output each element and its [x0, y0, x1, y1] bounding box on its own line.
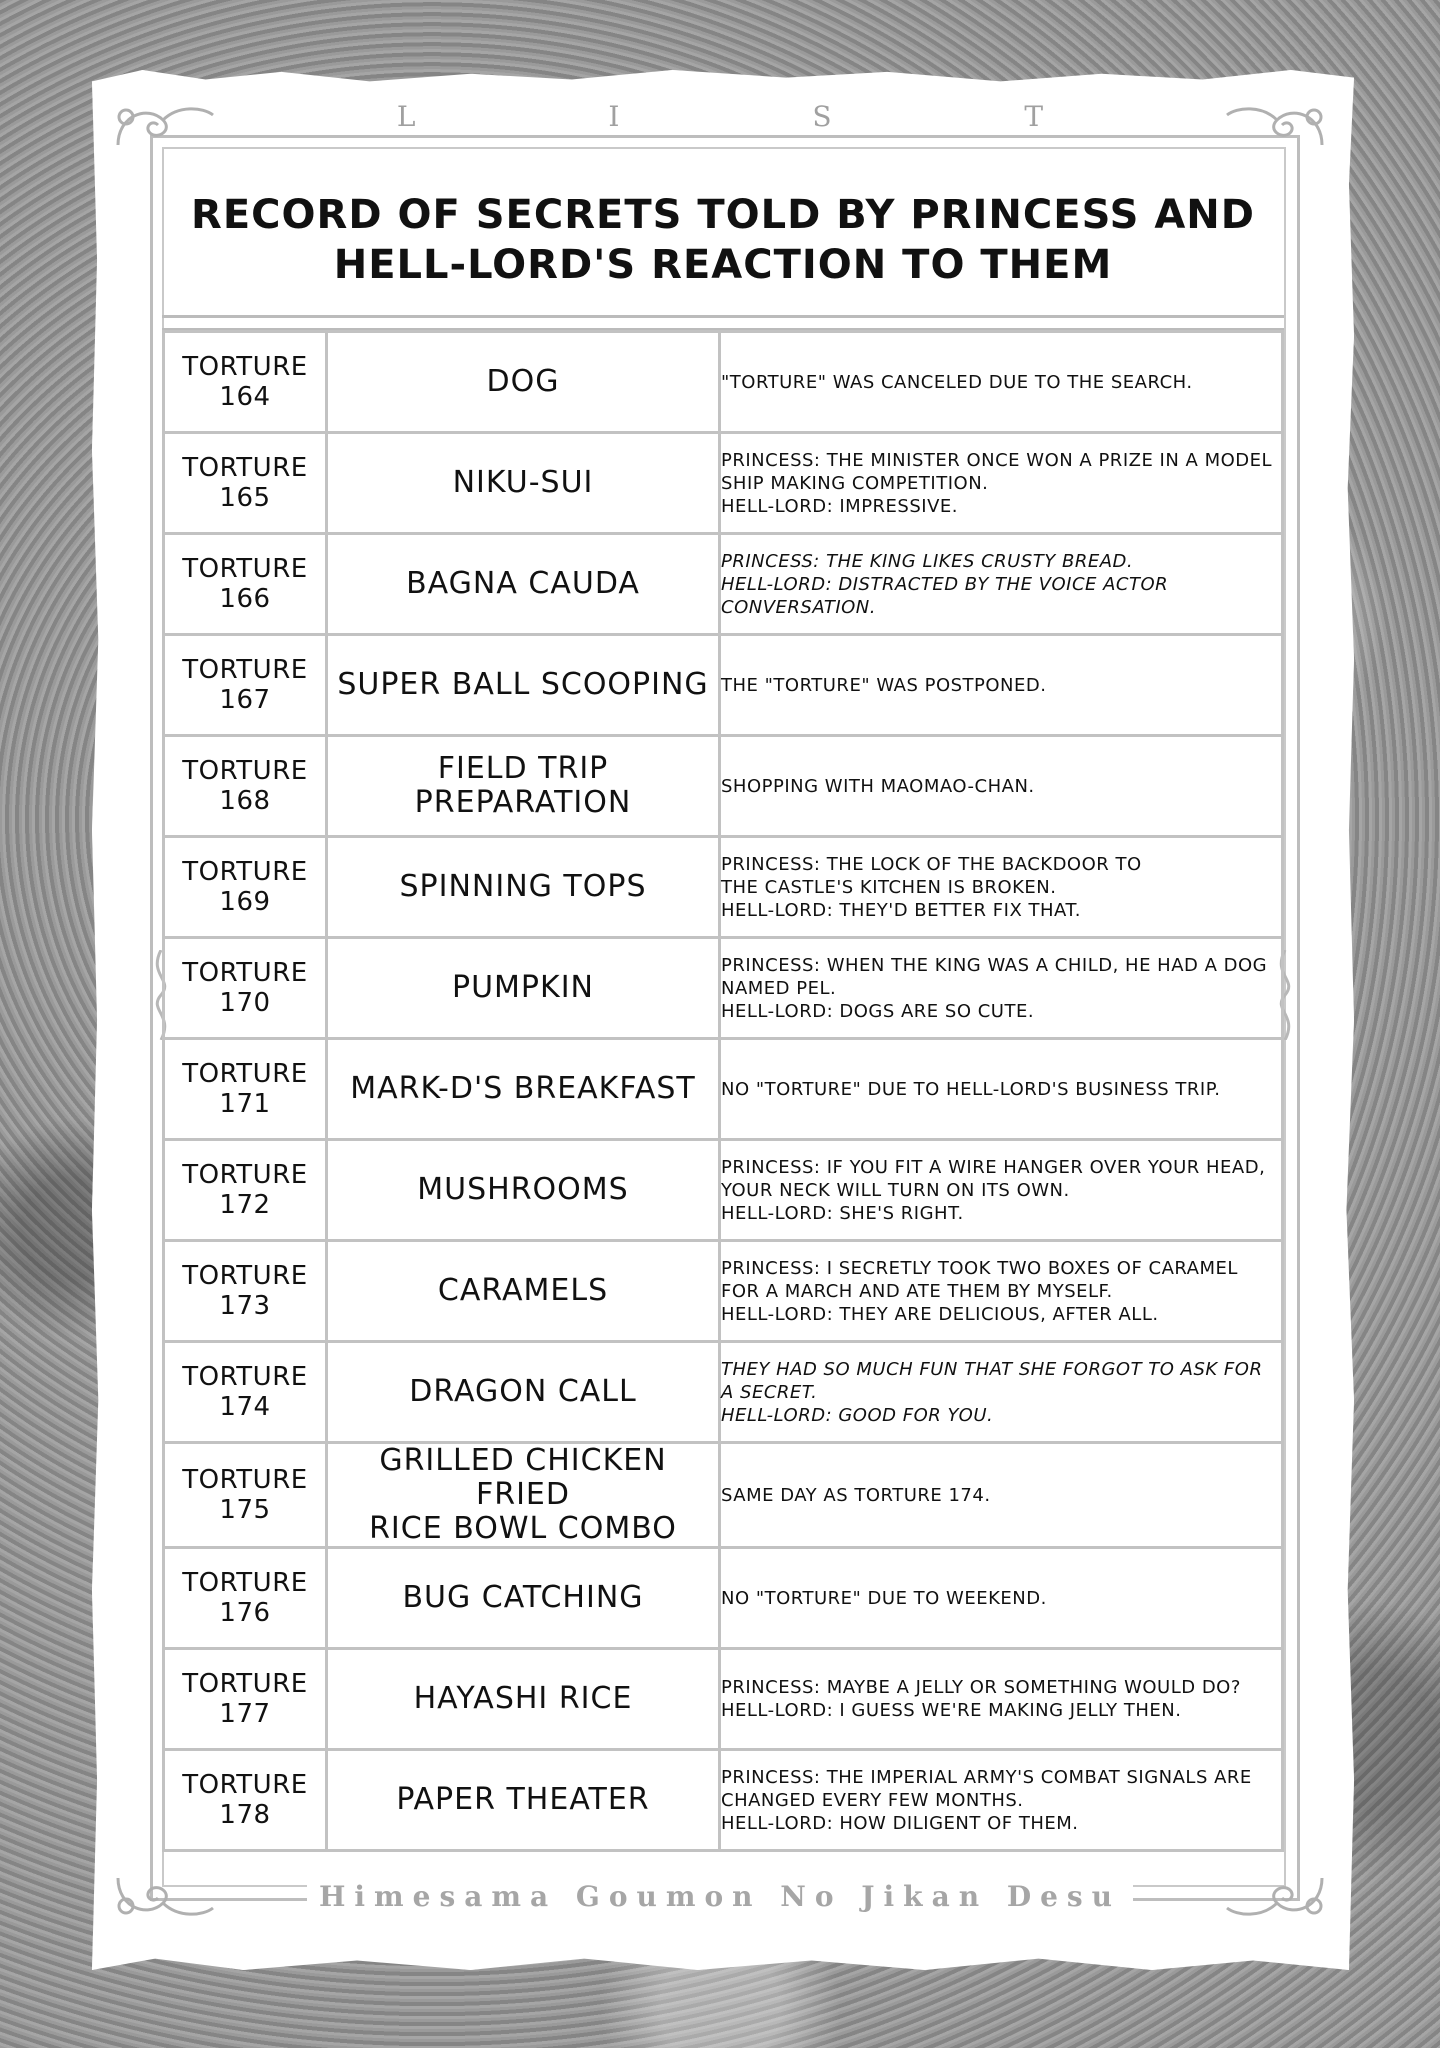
chapter-number-cell [164, 433, 327, 534]
chapter-number-cell [164, 332, 327, 433]
chapter-number: 170 [219, 988, 271, 1018]
chapter-label: TORTURE [182, 1362, 308, 1392]
table-row [164, 1750, 1283, 1851]
chapter-label: TORTURE [182, 1160, 308, 1190]
list-label: L I S T [0, 100, 1440, 133]
page-title-line-1: RECORD OF SECRETS TOLD BY PRINCESS AND [191, 192, 1255, 238]
secret-note-cell: PRINCESS: WHEN THE KING WAS A CHILD, HE HAD A DOG NAMED PEL. HELL-LORD: DOGS ARE SO CUTE. [720, 938, 1283, 1039]
chapter-title-cell: DOG [327, 332, 720, 433]
chapter-title-cell: SPINNING TOPS [327, 837, 720, 938]
page-title-line-2: HELL-LORD'S REACTION TO THEM [333, 242, 1113, 288]
chapter-label: TORTURE [182, 352, 308, 382]
chapter-label: TORTURE [182, 1770, 308, 1800]
secret-note-cell: PRINCESS: THE LOCK OF THE BACKDOOR TO THE CASTLE'S KITCHEN IS BROKEN. HELL-LORD: THEY'D BETTER FIX THAT. [720, 837, 1283, 938]
page-title [162, 190, 1284, 290]
chapter-number: 164 [219, 382, 271, 412]
chapter-title-cell: GRILLED CHICKEN FRIED RICE BOWL COMBO [327, 1443, 720, 1548]
chapter-number-cell [164, 837, 327, 938]
chapter-number-cell [164, 1039, 327, 1140]
chapter-label: TORTURE [182, 1669, 308, 1699]
chapter-label: TORTURE [182, 1059, 308, 1089]
secret-note-cell: PRINCESS: THE MINISTER ONCE WON A PRIZE IN A MODEL SHIP MAKING COMPETITION. HELL-LORD: IMPRESSIVE. [720, 433, 1283, 534]
chapter-label: TORTURE [182, 655, 308, 685]
table-row [164, 1649, 1283, 1750]
chapter-number: 172 [219, 1190, 271, 1220]
chapter-number-cell [164, 1140, 327, 1241]
secret-note-cell: NO "TORTURE" DUE TO WEEKEND. [720, 1548, 1283, 1649]
chapter-number: 171 [219, 1089, 271, 1119]
chapter-label: TORTURE [182, 1261, 308, 1291]
table-row [164, 1140, 1283, 1241]
chapter-title-cell: MUSHROOMS [327, 1140, 720, 1241]
chapter-title-cell: SUPER BALL SCOOPING [327, 635, 720, 736]
secret-note-cell: THEY HAD SO MUCH FUN THAT SHE FORGOT TO ASK FOR A SECRET. HELL-LORD: GOOD FOR YOU. [720, 1342, 1283, 1443]
chapter-number-cell [164, 534, 327, 635]
secret-note-cell: THE "TORTURE" WAS POSTPONED. [720, 635, 1283, 736]
table-row [164, 635, 1283, 736]
table-row [164, 332, 1283, 433]
chapter-label: TORTURE [182, 857, 308, 887]
chapter-number-cell [164, 1548, 327, 1649]
chapter-title-cell: MARK-D'S BREAKFAST [327, 1039, 720, 1140]
chapter-number: 165 [219, 483, 271, 513]
heading-divider [162, 315, 1284, 331]
chapter-number: 173 [219, 1291, 271, 1321]
table-row [164, 1241, 1283, 1342]
chapter-title-cell: PAPER THEATER [327, 1750, 720, 1851]
table-row [164, 837, 1283, 938]
secret-note-cell: SAME DAY AS TORTURE 174. [720, 1443, 1283, 1548]
table-row [164, 1548, 1283, 1649]
table-row [164, 1039, 1283, 1140]
chapter-title-cell: DRAGON CALL [327, 1342, 720, 1443]
chapter-title-cell: HAYASHI RICE [327, 1649, 720, 1750]
chapter-number-cell [164, 1443, 327, 1548]
chapter-number: 178 [219, 1800, 271, 1830]
chapter-number-cell [164, 1241, 327, 1342]
chapter-number-cell [164, 1750, 327, 1851]
secret-note-cell: SHOPPING WITH MAOMAO-CHAN. [720, 736, 1283, 837]
secret-note-cell: NO "TORTURE" DUE TO HELL-LORD'S BUSINESS TRIP. [720, 1039, 1283, 1140]
chapter-title-cell: FIELD TRIP PREPARATION [327, 736, 720, 837]
chapter-title-cell: BAGNA CAUDA [327, 534, 720, 635]
table-row [164, 938, 1283, 1039]
series-title-footer: Himesama Goumon No Jikan Desu [0, 1880, 1440, 1913]
secrets-table [162, 330, 1284, 1852]
chapter-label: TORTURE [182, 453, 308, 483]
chapter-number: 166 [219, 584, 271, 614]
table-row [164, 736, 1283, 837]
chapter-number-cell [164, 938, 327, 1039]
chapter-number: 174 [219, 1392, 271, 1422]
table-row [164, 433, 1283, 534]
chapter-number-cell [164, 736, 327, 837]
chapter-label: TORTURE [182, 554, 308, 584]
chapter-title-cell: NIKU-SUI [327, 433, 720, 534]
table-row [164, 1342, 1283, 1443]
secret-note-cell: "TORTURE" WAS CANCELED DUE TO THE SEARCH. [720, 332, 1283, 433]
chapter-label: TORTURE [182, 756, 308, 786]
chapter-number-cell [164, 1649, 327, 1750]
secret-note-cell: PRINCESS: I SECRETLY TOOK TWO BOXES OF CARAMEL FOR A MARCH AND ATE THEM BY MYSELF. HELL-LORD: THEY ARE DELICIOUS, AFTER ALL. [720, 1241, 1283, 1342]
chapter-number-cell [164, 1342, 327, 1443]
chapter-title-cell: CARAMELS [327, 1241, 720, 1342]
chapter-label: TORTURE [182, 1465, 308, 1495]
chapter-number: 167 [219, 685, 271, 715]
secret-note-cell: PRINCESS: THE IMPERIAL ARMY'S COMBAT SIGNALS ARE CHANGED EVERY FEW MONTHS. HELL-LORD: HOW DILIGENT OF THEM. [720, 1750, 1283, 1851]
chapter-number: 177 [219, 1699, 271, 1729]
table-row [164, 1443, 1283, 1548]
secret-note-cell: PRINCESS: THE KING LIKES CRUSTY BREAD. HELL-LORD: DISTRACTED BY THE VOICE ACTOR CONVERSATION. [720, 534, 1283, 635]
chapter-number: 168 [219, 786, 271, 816]
chapter-number-cell [164, 635, 327, 736]
secret-note-cell: PRINCESS: MAYBE A JELLY OR SOMETHING WOULD DO? HELL-LORD: I GUESS WE'RE MAKING JELLY THEN. [720, 1649, 1283, 1750]
chapter-number: 175 [219, 1495, 271, 1525]
secret-note-cell: PRINCESS: IF YOU FIT A WIRE HANGER OVER YOUR HEAD, YOUR NECK WILL TURN ON ITS OWN. HELL-LORD: SHE'S RIGHT. [720, 1140, 1283, 1241]
chapter-number: 169 [219, 887, 271, 917]
table-row [164, 534, 1283, 635]
chapter-number: 176 [219, 1598, 271, 1628]
chapter-title-cell: BUG CATCHING [327, 1548, 720, 1649]
chapter-label: TORTURE [182, 1568, 308, 1598]
chapter-title-cell: PUMPKIN [327, 938, 720, 1039]
chapter-label: TORTURE [182, 958, 308, 988]
